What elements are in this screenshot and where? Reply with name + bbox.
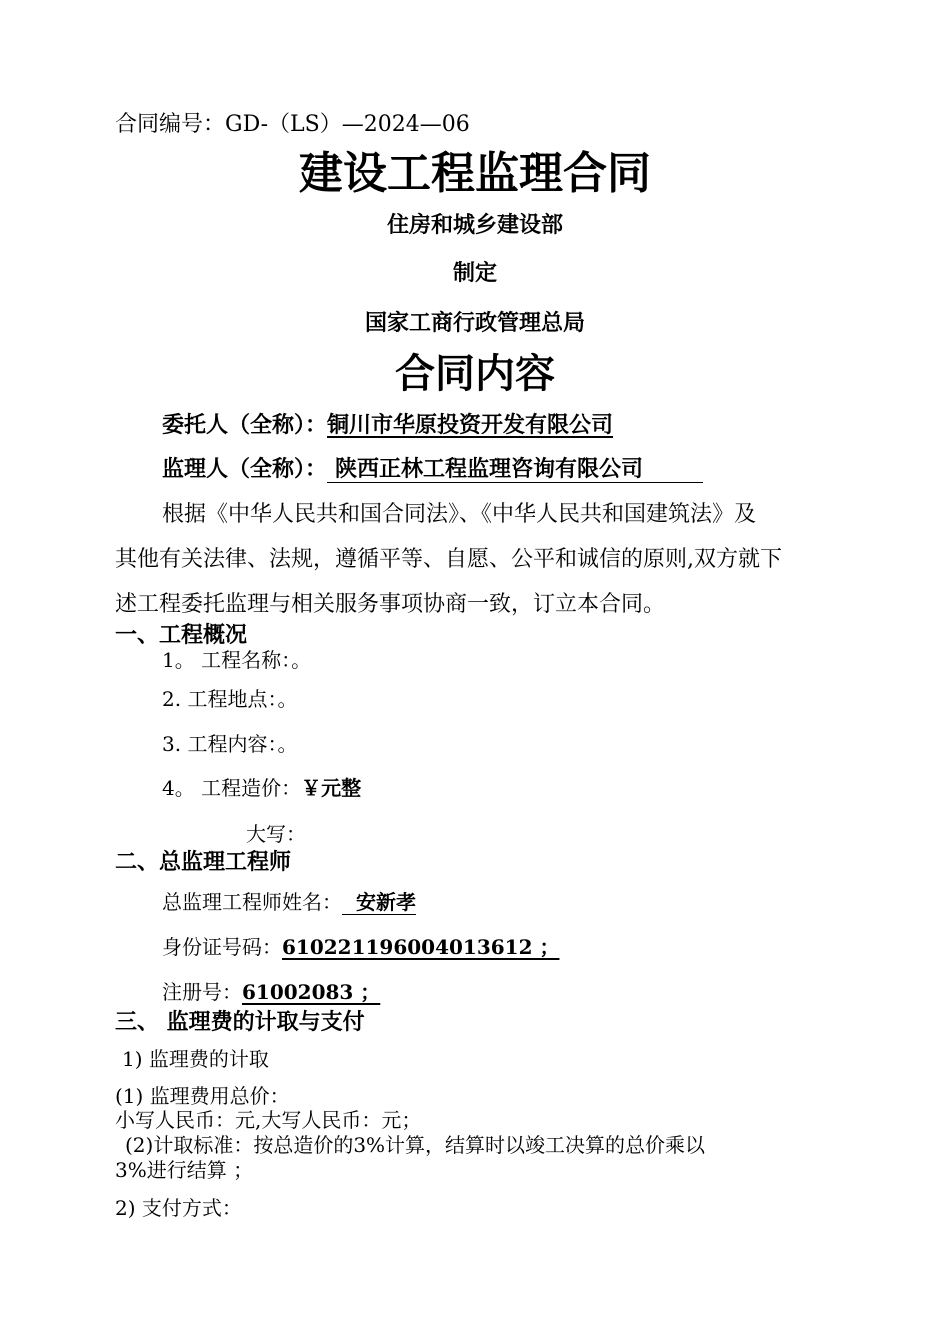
registration-label: 注册号： [162, 980, 242, 1004]
client-row [162, 414, 613, 436]
issuer-ministry: 住房和城乡建设部 [386, 212, 563, 238]
issuer-verb: 制定 [452, 260, 497, 286]
payment-method-heading: 2) 支付方式： [115, 1196, 242, 1220]
intro-line-3: 述工程委托监理与相关服务事项协商一致，订立本合同。 [115, 592, 666, 617]
section1-heading: 一、工程概况 [115, 622, 248, 648]
registration-row [162, 982, 380, 1002]
chief-engineer-label: 总监理工程师姓名： [162, 890, 342, 914]
supervisor-row [162, 458, 703, 480]
section-title: 合同内容 [395, 351, 555, 396]
id-number-row [162, 937, 559, 957]
intro-line-2: 其他有关法律、法规，遵循平等、自愿、公平和诚信的原则,双方就下 [115, 547, 782, 572]
id-number-label: 身份证号码： [162, 935, 282, 959]
project-cost-item [162, 778, 361, 798]
project-location-item: 2. 工程地点：。 [162, 687, 298, 711]
project-name-item: 1。 工程名称：。 [162, 648, 312, 672]
chief-engineer-name: 安新孝 [356, 890, 416, 914]
project-cost-daxie: 大写： [246, 822, 306, 846]
supervisor-name: 陕西正林工程监理咨询有限公司 [335, 456, 644, 482]
fee-standard-line-2: 3%进行结算 ； [115, 1158, 254, 1182]
chief-engineer-row [162, 892, 416, 912]
issuer-bureau: 国家工商行政管理总局 [364, 310, 585, 336]
contract-number: 合同编号：GD-（LS）—2024—06 [115, 112, 470, 137]
registration-value: 61002083 ； [242, 980, 381, 1004]
project-cost-value: ￥元整 [301, 776, 362, 800]
section3-heading: 三、 监理费的计取与支付 [115, 1009, 365, 1035]
fee-total-detail: 小写人民币：元,大写人民币：元； [115, 1108, 422, 1132]
intro-line-1: 根据《中华人民共和国合同法》、《中华人民共和国建筑法》及 [162, 502, 757, 527]
supervisor-label: 监理人（全称）： [162, 456, 328, 482]
client-name: 铜川市华原投资开发有限公司 [327, 412, 614, 438]
project-content-item: 3. 工程内容：。 [162, 732, 298, 756]
fee-standard-line-1: (2)计取标准：按总造价的3%计算，结算时以竣工决算的总价乘以 [125, 1133, 706, 1157]
section2-heading: 二、总监理工程师 [115, 849, 292, 875]
id-number-value: 610221196004013612 ； [282, 935, 560, 959]
document-title: 建设工程监理合同 [299, 149, 651, 198]
fee-calculation-heading: 1) 监理费的计取 [122, 1047, 269, 1071]
project-cost-label: 4。 工程造价： [162, 776, 302, 800]
client-label: 委托人（全称）： [162, 412, 328, 438]
fee-total-line: (1) 监理费用总价： [115, 1084, 290, 1108]
